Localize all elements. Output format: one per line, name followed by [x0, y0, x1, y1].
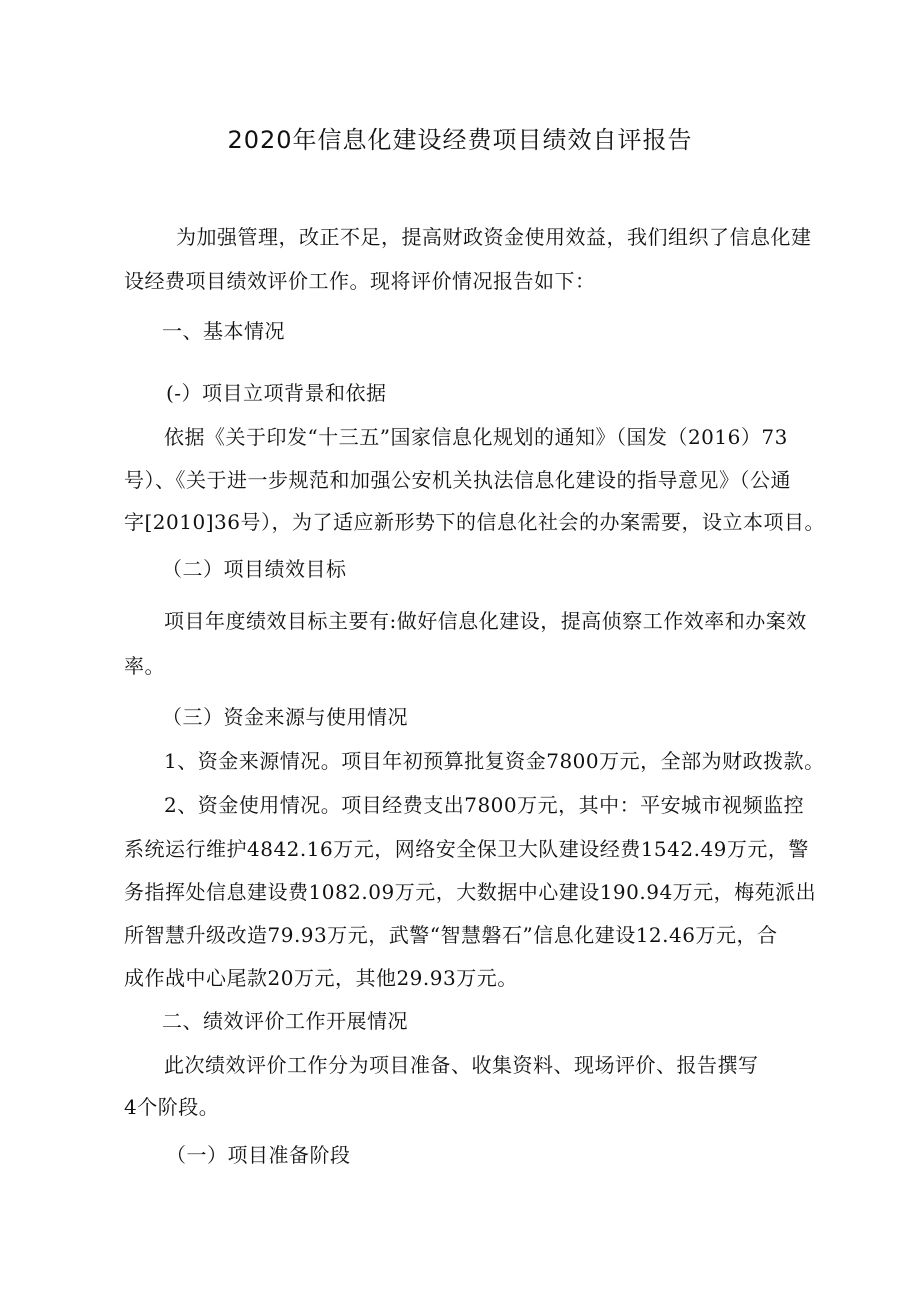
background-paragraph-line-1: 依据《关于印发“十三五”国家信息化规划的通知》（国发（2016）73 [164, 425, 788, 449]
funds-source-paragraph: 1、资金来源情况。项目年初预算批复资金7800万元，全部为财政拨款。 [164, 749, 825, 773]
funds-usage-paragraph-line-3: 务指挥处信息建设费1082.09万元，大数据中心建设190.94万元，梅苑派出 [124, 880, 817, 904]
goals-paragraph-line-1: 项目年度绩效目标主要有:做好信息化建设，提高侦察工作效率和办案效 [164, 609, 807, 633]
background-paragraph-line-2: 号）、《关于进一步规范和加强公安机关执法信息化建设的指导意见》（公通 [124, 468, 791, 492]
subsection-heading-goals: （二）项目绩效目标 [162, 557, 347, 581]
goals-paragraph-line-2: 率。 [124, 654, 165, 678]
subsection-heading-preparation: （一）项目准备阶段 [166, 1143, 351, 1167]
background-paragraph-line-3: 字[2010]36号），为了适应新形势下的信息化社会的办案需要，设立本项目。 [124, 510, 825, 534]
evaluation-paragraph-line-1: 此次绩效评价工作分为项目准备、收集资料、现场评价、报告撰写 [164, 1053, 759, 1077]
evaluation-paragraph-line-2: 4个阶段。 [124, 1095, 220, 1119]
document-title: 2020年信息化建设经费项目绩效自评报告 [227, 126, 693, 154]
intro-paragraph-line-1: 为加强管理，改正不足，提高财政资金使用效益，我们组织了信息化建 [176, 225, 812, 249]
section-heading-evaluation: 二、绩效评价工作开展情况 [162, 1009, 408, 1033]
funds-usage-paragraph-line-4: 所智慧升级改造79.93万元，武警“智慧磐石”信息化建设12.46万元，合 [124, 923, 778, 947]
subsection-heading-funds: （三）资金来源与使用情况 [162, 705, 408, 729]
funds-usage-paragraph-line-5: 成作战中心尾款20万元，其他29.93万元。 [124, 966, 518, 990]
funds-usage-paragraph-line-2: 系统运行维护4842.16万元，网络安全保卫大队建设经费1542.49万元，警 [124, 837, 809, 861]
subsection-heading-background: (-）项目立项背景和依据 [166, 381, 387, 405]
intro-paragraph-line-2: 设经费项目绩效评价工作。现将评价情况报告如下： [124, 269, 596, 293]
funds-usage-paragraph-line-1: 2、资金使用情况。项目经费支出7800万元，其中：平安城市视频监控 [164, 793, 805, 817]
section-heading-basic: 一、基本情况 [162, 319, 285, 343]
